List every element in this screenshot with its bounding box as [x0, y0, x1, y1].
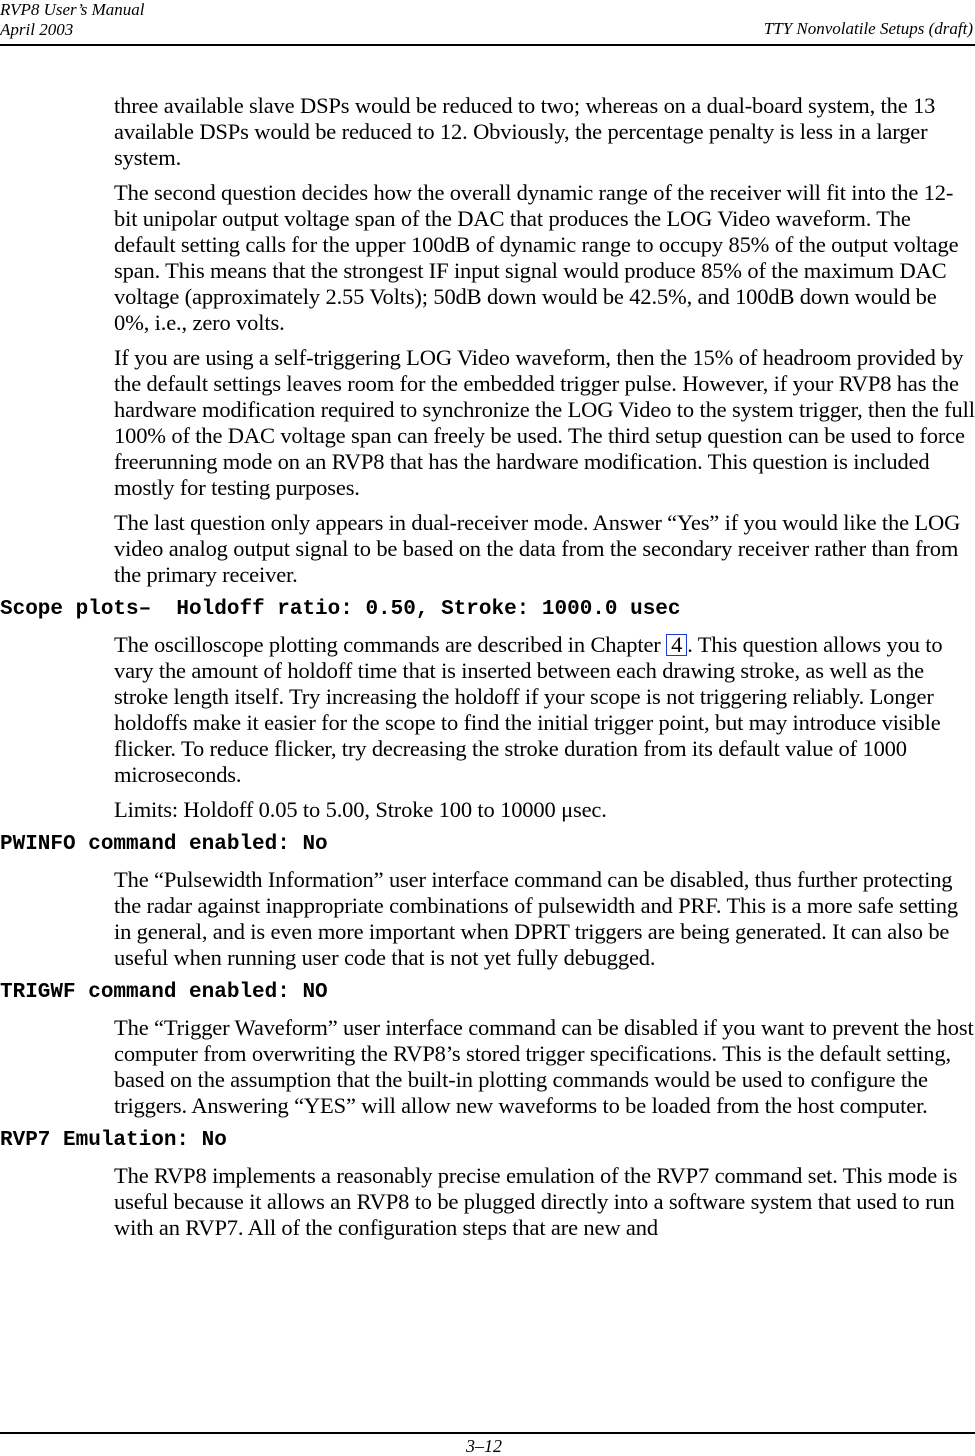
scope-plots-heading: Scope plots– Holdoff ratio: 0.50, Stroke: 1000.0 usec	[0, 598, 681, 621]
body-paragraph-2: The second question decides how the overall dynamic range of the receiver will fit into the 12-bit unipolar output voltage span of the DAC that produces the LOG Video waveform. The default setting calls for the upper 100dB of dynamic range to occupy 85% of the output voltage span. This means that the strongest IF input signal would produce 85% of the maximum DAC voltage (approximately 2.55 Volts); 50dB down would be 42.5%, and 100dB down would be 0%, i.e., zero volts.	[114, 180, 959, 335]
page-number: 3–12	[466, 1436, 502, 1456]
pwinfo-heading: PWINFO command enabled: No	[0, 833, 328, 856]
body-paragraph-3: If you are using a self-triggering LOG Video waveform, then the 15% of headroom provided by the default settings leaves room for the embedded trigger pulse. However, if your RVP8 has the hardware modification required to synchronize the LOG Video to the system trigger, then the full 100% of the DAC voltage span can freely be used. The third setup question can be used to force freerunning mode on an RVP8 that has the hardware modification. This question is included mostly for testing purposes.	[114, 345, 975, 500]
scope-plots-description	[114, 632, 975, 788]
manual-title: RVP8 User’s Manual	[0, 0, 145, 19]
pwinfo-description: The “Pulsewidth Information” user interface command can be disabled, thus further protecting the radar against inappropriate combinations of pulsewidth and PRF. This is a more safe setting in general, and is even more important when DPRT triggers are being generated. It can also be useful when running user code that is not yet fully debugged.	[114, 867, 958, 970]
scope-text-after-link: . This question allows you to vary the amount of holdoff time that is inserted between each drawing stroke, as well as the stroke length itself. Try increasing the holdoff if your scope is not triggering reliably. Longer holdoffs make it easier for the scope to find the initial trigger point, but may introduce visible flicker. To reduce flicker, try decreasing the stroke duration from its default value of 1000 microseconds.	[114, 632, 943, 787]
trigwf-heading: TRIGWF command enabled: NO	[0, 981, 328, 1004]
rvp7-emulation-heading: RVP7 Emulation: No	[0, 1129, 227, 1152]
page-footer	[0, 1432, 975, 1456]
header-left	[0, 0, 145, 40]
chapter-4-link[interactable]: 4	[666, 634, 687, 656]
body-paragraph-1: three available slave DSPs would be reduced to two; whereas on a dual-board system, the 13 available DSPs would be reduced to 12. Obviously, the percentage penalty is less in a larger system.	[114, 93, 936, 170]
scope-plots-limits: Limits: Holdoff 0.05 to 5.00, Stroke 100 to 10000 μsec.	[114, 797, 607, 822]
page-content	[0, 93, 975, 1250]
section-title: TTY Nonvolatile Setups (draft)	[763, 19, 973, 38]
body-paragraph-4: The last question only appears in dual-receiver mode. Answer “Yes” if you would like the LOG video analog output signal to be based on the data from the secondary receiver rather than from the primary receiver.	[114, 510, 961, 587]
trigwf-description: The “Trigger Waveform” user interface command can be disabled if you want to prevent the host computer from overwriting the RVP8’s stored trigger specifications. This is the default setting, based on the assumption that the built-in plotting commands would be used to configure the triggers. Answering “YES” will allow new waveforms to be loaded from the host computer.	[114, 1015, 974, 1118]
page-header	[0, 0, 975, 46]
scope-text-before-link: The oscilloscope plotting commands are described in Chapter	[114, 632, 667, 657]
rvp7-emulation-description: The RVP8 implements a reasonably precise emulation of the RVP7 command set. This mode is useful because it allows an RVP8 to be plugged directly into a software system that used to run with an RVP7. All of the configuration steps that are new and	[114, 1163, 958, 1240]
manual-date: April 2003	[0, 20, 74, 39]
